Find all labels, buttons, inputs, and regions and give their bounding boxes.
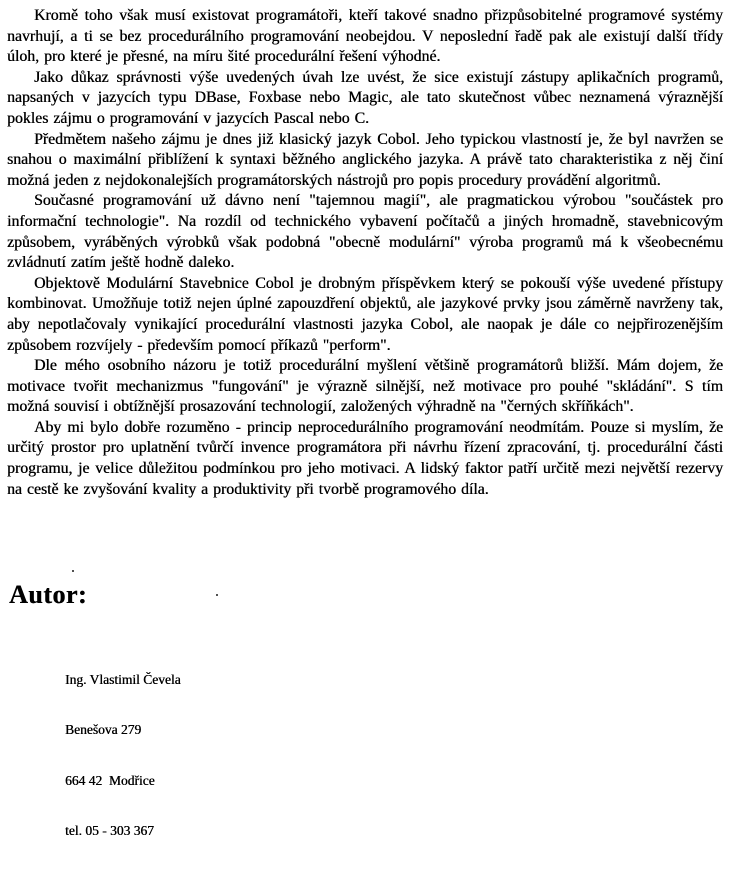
paragraph-7: Aby mi bylo dobře rozuměno - princip neprocedurálního programování neodmítám. Pouze si myslím, že určitý prostor pro uplatnění tvůrčí invence programátora při návrhu řízení zpracování, tj. procedurální části programu, je velice důležitou podmínkou pro jeho motivaci. A lidský faktor patří určitě mezi největší rezervy na cestě ke zvyšování kvality a produktivity při tvorbě programového díla.	[7, 418, 723, 498]
paragraph-2: Jako důkaz správnosti výše uvedených úvah lze uvést, že sice existují zástupy aplikačních programů, napsaných v jazycích typu DBase, Foxbase nebo Magic, ale tato skutečnost vůbec neznamená výraznější pokles zájmu o programování v jazycích Pascal nebo C.	[7, 68, 723, 127]
scan-speck	[216, 594, 218, 596]
paragraph-6: Dle mého osobního názoru je totiž procedurální myšlení většině programátorů bližší. Mám dojem, že motivace tvořit mechanizmus "fungování" je výrazně silnější, než motivace pro pouhé "skládání". S tím možná souvisí i obtížnější prosazování technologií, založených výhradně na "černých skříňkách".	[7, 357, 723, 416]
scan-speck	[72, 570, 74, 572]
author-heading: Autor:	[9, 580, 88, 610]
author-address-block	[65, 638, 723, 873]
paragraph-1: Kromě toho však musí existovat programátoři, kteří takové snadno přizpůsobitelné programové systémy navrhují, a ti se bez procedurálního programování neobejdou. V neposlední řadě pak ale existují další třídy úloh, pro které je přesné, na míru šité procedurální řešení výhodné.	[7, 7, 723, 66]
author-city-line: 664 42 Modřice	[65, 772, 155, 788]
author-phone-line: tel. 05 - 303 367	[65, 823, 154, 839]
paragraph-3: Předmětem našeho zájmu je dnes již klasický jazyk Cobol. Jeho typickou vlastností je, že byl navržen se snahou o maximální přiblížení k syntaxi běžného anglického jazyka. A právě tato charakteristika z něj činí možná jeden z nejdokonalejších programátorských nástrojů pro popis procedury provádění algoritmů.	[7, 130, 723, 189]
author-street-line: Benešova 279	[65, 722, 142, 738]
article-body	[7, 6, 723, 500]
author-name-line: Ing. Vlastimil Čevela	[65, 671, 181, 687]
paragraph-4: Současné programování už dávno není "tajemnou magií", ale pragmatickou výrobou "součástek pro informační technologie". Na rozdíl od technického vybavení počítačů a jiných hromadně, stavebnicovým způsobem, vyráběných výrobků však podobná "obecně modulární" výroba programů má k všeobecnému zvládnutí zatím ještě hodně daleko.	[7, 192, 723, 272]
paragraph-5: Objektově Modulární Stavebnice Cobol je drobným příspěvkem který se pokouší výše uvedené přístupy kombinovat. Umožňuje totiž nejen úplné zapouzdření objektů, ale jazykové prvky jsou záměrně navrženy tak, aby nepotlačovaly vynikající procedurální vlastnosti jazyka Cobol, ale naopak je dále co nejpřirozenějším způsobem rozvíjely - především pomocí příkazů "perform".	[7, 274, 723, 354]
